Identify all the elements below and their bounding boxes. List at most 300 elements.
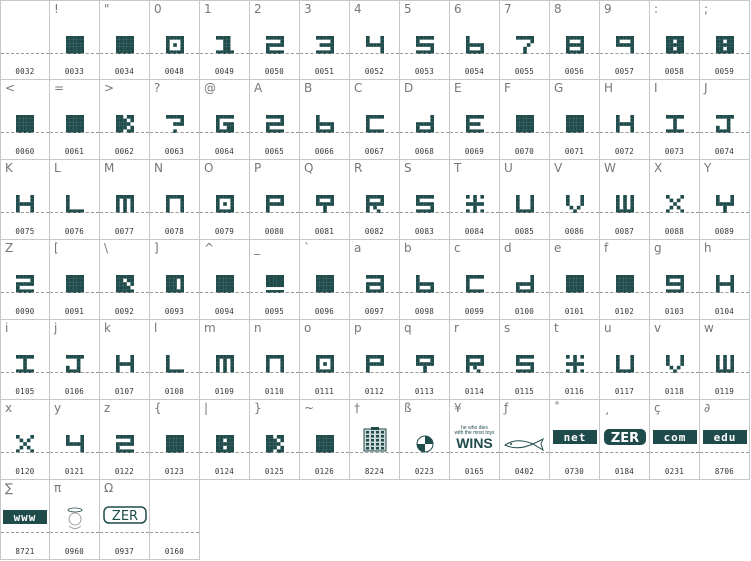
glyph-cell [250,240,300,320]
character-code: 0032 [15,67,35,76]
character-label: m [204,321,216,335]
baseline-guide [650,292,699,293]
glyph-cell [550,320,600,400]
character-label: J [704,81,708,95]
zerbox-glyph-icon [100,506,149,531]
baseline-guide [350,292,399,293]
glyph-cell [200,80,250,160]
character-label: Z [5,241,14,255]
character-code: 0079 [214,227,235,236]
p-glyph-icon [250,195,299,213]
character-code: 0082 [364,227,385,236]
character-label: l [154,321,158,335]
baseline-guide [50,53,99,54]
baseline-guide [100,532,149,533]
character-code: 0106 [64,387,85,396]
character-code: 0033 [64,67,85,76]
glyph-cell [500,80,550,160]
zer-glyph-icon [600,428,649,453]
character-code: 0074 [714,147,735,156]
character-code: 0095 [264,307,285,316]
character-label: g [654,241,662,255]
baseline-guide [300,372,349,373]
block-glyph-icon [50,275,99,293]
character-label: 3 [304,2,312,16]
glyph-cell [50,0,100,80]
baseline-guide [200,372,249,373]
baseline-guide [200,452,249,453]
g-glyph-icon [650,275,699,293]
character-label: T [454,161,462,175]
character-code: 0084 [464,227,485,236]
w-glyph-icon [600,195,649,213]
glyph-cell [450,0,500,80]
baseline-guide [100,452,149,453]
five-glyph-icon [400,36,449,54]
baseline-guide [450,53,499,54]
baseline-guide [150,292,199,293]
seven-glyph-icon [500,36,549,54]
four-glyph-icon [50,435,99,453]
glyph-cell [0,0,50,80]
character-label: _ [254,241,260,255]
glyph-cell [200,400,250,480]
character-code: 0096 [314,307,335,316]
character-code: 0058 [664,67,685,76]
glyph-cell [100,240,150,320]
i-glyph-icon [1,355,49,373]
glyph-cell [150,480,200,560]
word-glyph-icon [550,428,599,453]
character-label: q [404,321,412,335]
character-label: s [504,321,511,335]
character-code: 0094 [214,307,235,316]
colon-glyph-icon [700,36,749,54]
baseline-guide [50,452,99,453]
block-glyph-icon [200,275,249,293]
block-glyph-icon [50,115,99,133]
glyph-cell [350,160,400,240]
baseline-guide [700,53,749,54]
character-code: 0231 [664,467,685,476]
wins-glyph-icon [450,426,499,451]
h-glyph-icon [700,275,749,293]
character-label: † [354,401,360,415]
baseline-guide [350,452,399,453]
character-label: { [154,401,162,415]
character-code: 0098 [414,307,435,316]
w-glyph-icon [700,355,749,373]
character-code: 0086 [564,227,585,236]
backslash-glyph-icon [100,275,149,293]
character-label: ƒ [504,401,509,415]
character-code: 0073 [664,147,685,156]
j-glyph-icon [50,355,99,373]
character-code: 0115 [514,387,535,396]
character-label: F [504,81,511,95]
baseline-guide [1,452,49,453]
colon-glyph-icon [650,36,699,54]
glyph-cell [150,80,200,160]
baseline-guide [400,452,449,453]
glyph-cell [100,320,150,400]
character-code: 0101 [564,307,585,316]
x-glyph-icon [650,195,699,213]
glyph-cell [600,160,650,240]
glyph-cell [250,320,300,400]
character-code: 0960 [64,547,85,556]
character-code: 0108 [164,387,185,396]
plus-glyph-icon [550,355,599,373]
l-glyph-icon [150,355,199,373]
block-glyph-icon [1,115,49,133]
character-label: v [654,321,662,335]
block-glyph-icon [100,36,149,54]
baseline-guide [500,132,549,133]
h-glyph-icon [1,195,49,213]
character-code: 0060 [15,147,35,156]
baseline-guide [600,292,649,293]
six-glyph-icon [300,115,349,133]
glyph-cell [150,160,200,240]
baseline-guide [300,132,349,133]
glyph-cell [700,400,750,480]
glyph-cell [650,320,700,400]
character-code: 0165 [464,467,485,476]
character-code: 0116 [564,387,585,396]
baseline-guide [650,132,699,133]
baseline-guide [350,212,399,213]
character-code: 0085 [514,227,535,236]
baseline-guide [450,212,499,213]
block-glyph-icon [500,115,549,133]
glyph-cell [550,240,600,320]
six-glyph-icon [400,275,449,293]
glyph-cell [600,0,650,80]
character-label: 1 [204,2,212,16]
character-label: x [5,401,13,415]
baseline-guide [450,132,499,133]
glyph-cell [350,240,400,320]
character-code: 0118 [664,387,685,396]
baseline-guide [700,372,749,373]
glyph-cell [700,320,750,400]
character-label: O [204,161,214,175]
glyph-cell [0,80,50,160]
baseline-guide [650,212,699,213]
character-code: 0057 [614,67,635,76]
character-label: i [5,321,9,335]
baseline-guide [400,372,449,373]
character-label: > [104,81,115,95]
glyph-cell [250,160,300,240]
character-code: 0117 [614,387,635,396]
gt-glyph-icon [250,435,299,453]
glyph-cell [250,0,300,80]
zero-glyph-icon [150,36,199,54]
character-label: \ [104,241,109,255]
character-label: B [304,81,313,95]
character-label: I [654,81,658,95]
j-glyph-icon [700,115,749,133]
character-code: 0049 [214,67,235,76]
baseline-guide [700,292,749,293]
glyph-cell [400,0,450,80]
i-glyph-icon [650,115,699,133]
baseline-guide [500,292,549,293]
character-code: 0064 [214,147,235,156]
glyph-cell [550,80,600,160]
character-code: 8706 [714,467,735,476]
baseline-guide [150,212,199,213]
svg-text:ZER: ZER [610,431,639,446]
glyph-cell [500,240,550,320]
svg-text:net: net [563,431,586,444]
baseline-guide [250,292,299,293]
wins-text-line: he who dies [461,425,488,431]
character-label: ¸ [604,401,610,415]
character-label: < [5,81,16,95]
two-glyph-icon [100,435,149,453]
character-code: 0124 [214,467,235,476]
character-label: j [54,321,58,335]
glyph-cell [600,400,650,480]
character-label: k [104,321,111,335]
glyph-cell [400,80,450,160]
character-code: 0090 [15,307,35,316]
baseline-guide [600,53,649,54]
character-code: 0223 [414,467,435,476]
character-label: ¥ [454,401,462,415]
baseline-guide [550,292,599,293]
plus-glyph-icon [450,195,499,213]
character-code: 0100 [514,307,535,316]
angel-glyph-icon [50,506,99,524]
character-code: 0097 [364,307,385,316]
character-code: 0080 [264,227,285,236]
glyph-cell [600,240,650,320]
underscore-glyph-icon [250,275,299,293]
glyph-cell [50,240,100,320]
glyph-cell [250,80,300,160]
character-code: 0113 [414,387,435,396]
h-glyph-icon [100,355,149,373]
baseline-guide [200,132,249,133]
five-glyph-icon [500,355,549,373]
character-label: = [54,81,65,95]
svg-text:www: www [13,511,37,524]
at-glyph-icon [200,115,249,133]
baseline-guide [500,212,549,213]
baseline-guide [250,372,299,373]
glyph-cell [450,80,500,160]
baseline-guide [100,372,149,373]
wins-text-line: with the most toys [454,430,495,436]
character-code: 0120 [15,467,35,476]
baseline-guide [50,292,99,293]
character-label: P [254,161,262,175]
baseline-guide [50,132,99,133]
character-label: K [5,161,13,175]
six-glyph-icon [450,36,499,54]
baseline-guide [100,292,149,293]
baseline-guide [650,452,699,453]
glyph-cell [50,80,100,160]
glyph-cell [200,320,250,400]
blank-glyph-icon [150,515,199,533]
m-glyph-icon [200,355,249,373]
baseline-guide [50,532,99,533]
character-label: b [404,241,412,255]
character-code: 0093 [164,307,185,316]
character-code: 0119 [714,387,735,396]
character-code: 0184 [614,467,635,476]
block-glyph-icon [600,275,649,293]
character-label: L [54,161,61,175]
baseline-guide [350,53,399,54]
baseline-guide [250,452,299,453]
two-glyph-icon [1,275,49,293]
wins-text-line: WINS [456,435,493,451]
character-label: G [554,81,564,95]
character-code: 0076 [64,227,85,236]
character-label: Ω [104,481,114,495]
character-code: 0070 [514,147,535,156]
block-glyph-icon [150,435,199,453]
character-label: D [404,81,414,95]
glyph-cell [700,240,750,320]
q-glyph-icon [300,195,349,213]
character-code: 0102 [614,307,635,316]
baseline-guide [400,212,449,213]
character-code: 0121 [64,467,85,476]
character-code: 0123 [164,467,185,476]
glyph-cell [450,320,500,400]
character-label: 4 [354,2,362,16]
four-glyph-icon [350,36,399,54]
v-glyph-icon [550,195,599,213]
character-label: ? [154,81,161,95]
character-code: 0053 [414,67,435,76]
u-glyph-icon [600,355,649,373]
character-code: 0059 [714,67,735,76]
glyph-cell [350,400,400,480]
glyph-cell [200,240,250,320]
character-code: 0107 [114,387,135,396]
character-code: 0126 [314,467,335,476]
ball-glyph-icon [400,435,449,453]
block-glyph-icon [300,275,349,293]
character-label: 8 [554,2,562,16]
c-glyph-icon [350,115,399,133]
glyph-cell [650,160,700,240]
glyph-cell [350,80,400,160]
baseline-guide [450,452,499,453]
character-code: 0160 [164,547,185,556]
character-label: ] [154,241,159,255]
glyph-cell [400,160,450,240]
baseline-guide [550,132,599,133]
word-glyph-icon [1,508,49,533]
baseline-guide [700,452,749,453]
glyph-cell [100,480,150,560]
baseline-guide [600,132,649,133]
baseline-guide [50,372,99,373]
character-label: } [254,401,262,415]
character-label: | [204,401,209,415]
word-glyph-icon [700,428,749,453]
glyph-cell [250,400,300,480]
glyph-cell [300,0,350,80]
svg-text:com: com [663,431,686,444]
bracket-glyph-icon [150,275,199,293]
character-code: 0071 [564,147,585,156]
character-label: e [554,241,562,255]
glyph-cell [200,160,250,240]
character-code: 0402 [514,467,535,476]
character-code: 0088 [664,227,685,236]
character-code: 0063 [164,147,185,156]
question-glyph-icon [150,115,199,133]
character-code: 0087 [614,227,635,236]
character-label: 5 [404,2,412,16]
baseline-guide [150,132,199,133]
baseline-guide [250,212,299,213]
glyph-cell [650,0,700,80]
glyph-cell [100,400,150,480]
character-code: 0091 [64,307,85,316]
character-label: ` [304,241,310,255]
glyph-cell [50,160,100,240]
glyph-cell [0,320,50,400]
n-glyph-icon [150,195,199,213]
character-label: ˚ [554,401,560,415]
baseline-guide [250,132,299,133]
character-code: 0109 [214,387,235,396]
glyph-cell [450,240,500,320]
glyph-cell [700,160,750,240]
glyph-cell [500,160,550,240]
glyph-cell [50,400,100,480]
character-code: 0065 [264,147,285,156]
glyph-cell [100,80,150,160]
baseline-guide [150,53,199,54]
character-label: V [554,161,563,175]
two-glyph-icon [250,115,299,133]
glyph-cell [300,240,350,320]
glyph-cell [350,320,400,400]
character-code: 0078 [164,227,185,236]
c-glyph-icon [450,275,499,293]
u-glyph-icon [500,195,549,213]
character-label: A [254,81,263,95]
building-glyph-icon [350,426,399,444]
glyph-cell [350,0,400,80]
character-code: 0051 [314,67,335,76]
character-label: 2 [254,2,262,16]
baseline-guide [150,372,199,373]
character-code: 0111 [314,387,335,396]
glyph-cell [650,80,700,160]
baseline-guide [600,212,649,213]
character-label: ∂ [704,401,711,415]
glyph-cell [500,320,550,400]
character-label: t [554,321,559,335]
one-glyph-icon [200,36,249,54]
character-code: 0067 [364,147,385,156]
glyph-cell [100,0,150,80]
baseline-guide [350,132,399,133]
